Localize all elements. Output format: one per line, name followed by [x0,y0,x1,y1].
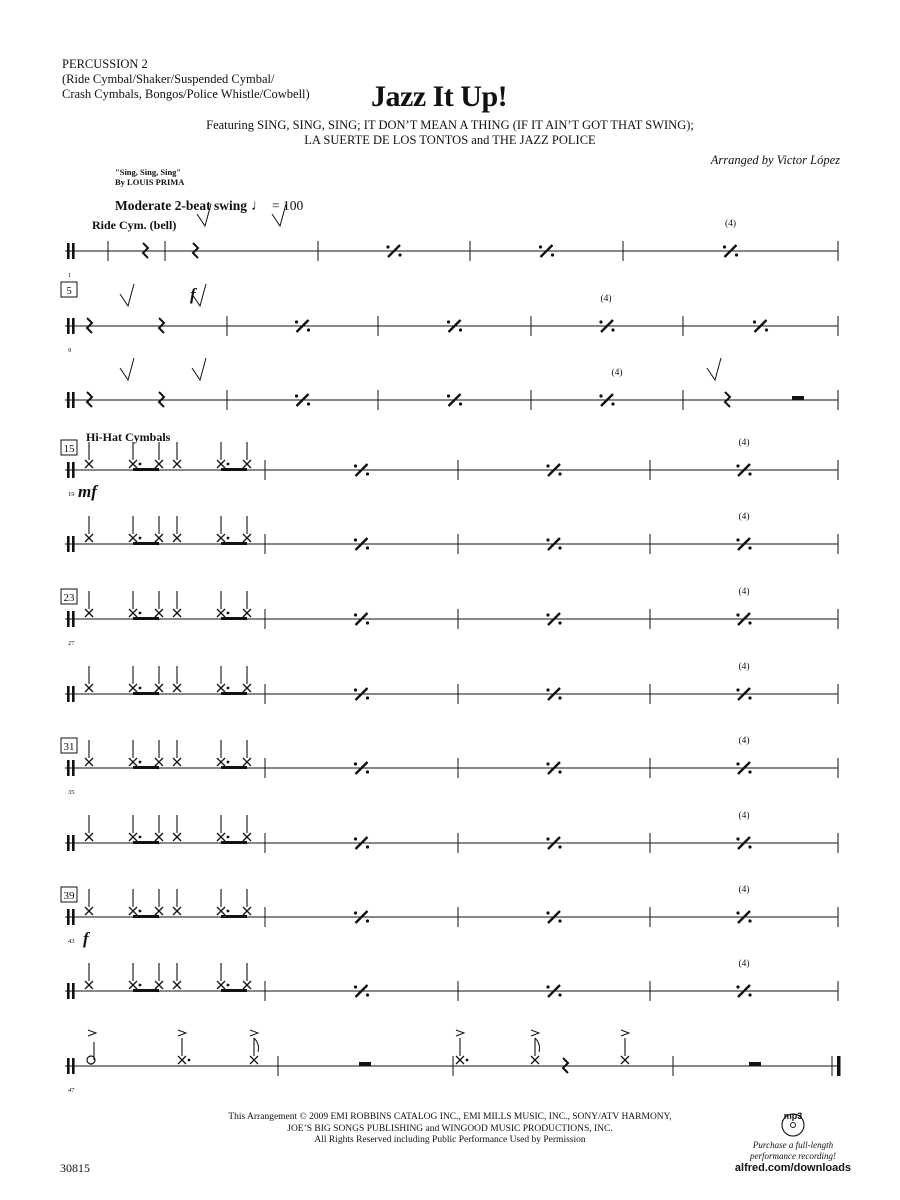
x-notehead [217,758,225,766]
measure-repeat-dot [307,328,310,331]
beam [221,989,247,992]
repeat-count: (4) [738,662,750,672]
measure-repeat-dot [765,328,768,331]
measure-repeat-dot [748,621,751,624]
x-notehead [173,907,181,915]
measure-repeat-dot [558,621,561,624]
x-notehead [173,460,181,468]
beam [221,542,247,545]
measure-repeat-dot [748,770,751,773]
measure-repeat-dot [546,762,549,765]
x-notehead [217,684,225,692]
percussion-clef-bar [72,835,75,851]
x-notehead [85,684,93,692]
x-notehead [155,534,163,542]
measure-repeat-dot [558,696,561,699]
beam [133,915,159,918]
dot [227,612,230,615]
measure-number: 43 [68,938,75,945]
half-rest [749,1062,761,1066]
x-notehead [85,460,93,468]
measure-repeat-dot [546,538,549,541]
x-notehead [250,1056,258,1064]
measure-number: 27 [68,640,75,647]
x-notehead [129,833,137,841]
staff-system [65,534,838,554]
x-notehead [217,534,225,542]
measure-repeat-dot [748,696,751,699]
accent-mark [88,1030,96,1036]
x-notehead [129,460,137,468]
song-composer: By LOUIS PRIMA [115,177,185,187]
staff-system [65,460,838,480]
x-notehead [243,460,251,468]
measure-repeat-dot [354,911,357,914]
x-notehead [173,684,181,692]
percussion-clef-bar [72,318,75,334]
staff-system [65,609,838,629]
measure-repeat-dot [366,770,369,773]
percussion-clef-bar [72,1058,75,1074]
dynamic-marking: f [83,929,89,948]
rehearsal-mark: 5 [66,285,72,297]
percussion-clef-bar [67,611,70,627]
measure-repeat-dot [558,919,561,922]
measure-repeat-dot [354,985,357,988]
dot [227,836,230,839]
percussion-clef-bar [72,462,75,478]
x-notehead [85,907,93,915]
measure-repeat-dot [366,845,369,848]
accent-mark [178,1030,186,1036]
measure-repeat-dot [546,985,549,988]
dot [139,910,142,913]
percussion-clef-bar [67,536,70,552]
beam [133,692,159,695]
measure-number: 1 [68,272,72,279]
measure-repeat-dot [366,472,369,475]
measure-repeat-dot [366,546,369,549]
dot [139,537,142,540]
rehearsal-mark: 15 [63,443,75,455]
x-notehead [85,981,93,989]
beam [221,915,247,918]
repeat-count: (4) [738,512,750,522]
x-notehead [85,758,93,766]
beam [221,468,247,471]
promo-text: performance recording! [749,1151,837,1161]
x-notehead [173,981,181,989]
accent-mark [531,1030,539,1036]
beam [133,542,159,545]
percussion-clef-bar [67,835,70,851]
x-notehead [217,907,225,915]
part-instruments-line: Crash Cymbals, Bongos/Police Whistle/Cowbell) [62,87,310,101]
slash-notehead [120,358,134,380]
percussion-clef-bar [67,686,70,702]
measure-repeat-dot [354,837,357,840]
x-notehead [85,609,93,617]
measure-repeat-dot [539,245,542,248]
beam [133,989,159,992]
part-instruments-line: (Ride Cymbal/Shaker/Suspended Cymbal/ [62,72,275,86]
measure-repeat-dot [558,993,561,996]
rehearsal-mark: 39 [63,890,75,902]
percussion-clef-bar [67,243,70,259]
dot [227,687,230,690]
measure-repeat-dot [735,253,738,256]
x-notehead [217,981,225,989]
measure-repeat-dot [354,688,357,691]
measure-number: 19 [68,491,75,498]
measure-repeat-dot [736,464,739,467]
instrument-label: Ride Cym. (bell) [92,218,177,232]
x-notehead [85,534,93,542]
slash-notehead [707,358,721,380]
measure-repeat-dot [748,919,751,922]
measure-repeat-dot [558,472,561,475]
measure-repeat-dot [546,464,549,467]
staff-system [65,390,838,410]
featuring-line: LA SUERTE DE LOS TONTOS and THE JAZZ POLICE [304,133,596,147]
x-notehead [173,609,181,617]
copyright-line: All Rights Reserved including Public Performance Used by Permission [314,1135,586,1145]
dot [188,1059,191,1062]
x-notehead [243,981,251,989]
rehearsal-mark: 23 [63,592,75,604]
measure-repeat-dot [354,464,357,467]
x-notehead [155,460,163,468]
x-notehead [531,1056,539,1064]
x-notehead [178,1056,186,1064]
dynamic-marking: mf [78,482,97,501]
x-notehead [243,609,251,617]
arranger-credit: Arranged by Victor López [710,153,840,167]
dot [227,761,230,764]
measure-repeat-dot [558,845,561,848]
x-notehead [129,758,137,766]
percussion-clef-bar [72,243,75,259]
measure-repeat-dot [459,402,462,405]
measure-repeat-dot [447,394,450,397]
dot [227,463,230,466]
piece-title: Jazz It Up! [371,80,508,113]
measure-repeat-dot [736,911,739,914]
measure-repeat-dot [748,845,751,848]
measure-repeat-dot [736,985,739,988]
x-notehead [129,981,137,989]
accent-mark [621,1030,629,1036]
repeat-count: (4) [738,811,750,821]
x-notehead [243,684,251,692]
instrument-label: Hi-Hat Cymbals [86,430,171,444]
measure-repeat-dot [295,394,298,397]
dot [139,612,142,615]
x-notehead [129,534,137,542]
x-notehead [621,1056,629,1064]
percussion-clef-bar [72,983,75,999]
measure-number: 47 [68,1087,75,1094]
measure-repeat-dot [447,320,450,323]
percussion-clef-bar [67,760,70,776]
repeat-count: (4) [738,587,750,597]
promo-link[interactable]: alfred.com/downloads [734,1162,852,1174]
x-notehead [155,609,163,617]
staff-system [65,833,838,853]
x-notehead [173,758,181,766]
percussion-clef-bar [67,1058,70,1074]
measure-repeat-dot [354,613,357,616]
x-notehead [129,907,137,915]
percussion-clef-bar [72,536,75,552]
repeat-count: (4) [600,294,612,304]
mp3-promo[interactable] [718,1110,868,1174]
dot [466,1059,469,1062]
percussion-clef-bar [72,760,75,776]
x-notehead [173,534,181,542]
copyright-notice [120,1112,780,1147]
measure-repeat-dot [354,762,357,765]
x-notehead [155,981,163,989]
measure-repeat-dot [611,328,614,331]
measure-repeat-dot [611,402,614,405]
accent-mark [456,1030,464,1036]
measure-repeat-dot [748,472,751,475]
percussion-clef-bar [67,462,70,478]
dot [227,537,230,540]
measure-repeat-dot [723,245,726,248]
quarter-note-icon: ♩ [250,198,266,214]
measure-number: 35 [68,789,75,796]
measure-repeat-dot [307,402,310,405]
half-rest [792,396,804,400]
tempo-value: = 100 [271,198,304,213]
slash-notehead [272,204,286,226]
beam [133,766,159,769]
slash-notehead [192,358,206,380]
song-name: "Sing, Sing, Sing" [115,167,182,177]
featuring-line: SING, SING, SING; IT DON’T MEAN A THING (IF IT AIN’T GOT THAT SWING); [257,118,694,132]
measure-repeat-dot [736,538,739,541]
x-notehead [456,1056,464,1064]
promo-text: Purchase a full-length [752,1140,834,1150]
x-notehead [155,907,163,915]
x-notehead [155,684,163,692]
measure-number: 9 [68,347,72,354]
x-notehead [243,833,251,841]
dynamic-marking: f [190,285,196,304]
dot [139,687,142,690]
measure-repeat-dot [599,394,602,397]
repeat-count: (4) [738,736,750,746]
x-notehead [129,684,137,692]
dot [227,910,230,913]
measure-repeat-dot [558,546,561,549]
copyright-line: JOE’S BIG SONGS PUBLISHING and WINGOOD MUSIC PRODUCTIONS, INC. [287,1123,613,1134]
flag [535,1038,540,1052]
repeat-count: (4) [738,885,750,895]
x-notehead [173,833,181,841]
x-notehead [243,758,251,766]
final-barline [837,1056,841,1076]
measure-repeat-dot [354,538,357,541]
percussion-clef-bar [72,686,75,702]
slash-notehead [120,284,134,306]
x-notehead [243,907,251,915]
dot [139,463,142,466]
percussion-clef-bar [72,611,75,627]
slash-notehead [197,204,211,226]
staff-system [65,758,838,778]
x-notehead [217,609,225,617]
x-notehead [129,609,137,617]
featuring-prefix: Featuring [206,118,258,132]
measure-repeat-dot [366,696,369,699]
measure-repeat-dot [558,770,561,773]
staff-system [65,981,838,1001]
measure-repeat-dot [736,762,739,765]
measure-repeat-dot [551,253,554,256]
staff-system [65,241,838,261]
x-notehead [85,833,93,841]
percussion-clef-bar [72,392,75,408]
mp3-logo-text: mp3 [783,1111,803,1121]
x-notehead [217,833,225,841]
measure-repeat-dot [599,320,602,323]
measure-repeat-dot [736,613,739,616]
beam [133,468,159,471]
measure-repeat-dot [398,253,401,256]
beam [221,692,247,695]
part-name-line: PERCUSSION 2 [62,57,148,71]
beam [221,617,247,620]
measure-repeat-dot [546,688,549,691]
flag [254,1038,259,1052]
beam [221,841,247,844]
dot [139,984,142,987]
staff-system [65,684,838,704]
measure-repeat-dot [736,688,739,691]
repeat-count: (4) [724,219,737,229]
percussion-clef-bar [72,909,75,925]
percussion-clef-bar [67,392,70,408]
measure-repeat-dot [546,911,549,914]
accent-mark [250,1030,258,1036]
beam [133,617,159,620]
beam [133,841,159,844]
percussion-clef-bar [67,318,70,334]
measure-repeat-dot [366,621,369,624]
measure-repeat-dot [736,837,739,840]
measure-repeat-dot [366,919,369,922]
measure-repeat-dot [386,245,389,248]
page-code: 30815 [60,1161,90,1175]
staff-system [65,907,838,927]
repeat-count: (4) [738,959,750,969]
dot [227,984,230,987]
x-notehead [243,534,251,542]
half-rest [359,1062,371,1066]
copyright-line: This Arrangement © 2009 EMI ROBBINS CATALOG INC., EMI MILLS MUSIC, INC., SONY/ATV HARMONY, [228,1112,672,1122]
measure-repeat-dot [546,837,549,840]
x-notehead [155,833,163,841]
measure-repeat-dot [748,993,751,996]
rehearsal-mark: 31 [63,741,75,753]
dot [139,761,142,764]
repeat-count: (4) [611,368,623,378]
measure-repeat-dot [748,546,751,549]
x-notehead [217,460,225,468]
repeat-count: (4) [738,438,750,448]
measure-repeat-dot [753,320,756,323]
mp3-disc-icon [771,1110,815,1138]
beam [221,766,247,769]
tempo-text: Moderate 2-beat swing [115,198,247,213]
measure-repeat-dot [546,613,549,616]
measure-repeat-dot [366,993,369,996]
staff-system [65,316,838,336]
measure-repeat-dot [459,328,462,331]
x-notehead [155,758,163,766]
percussion-clef-bar [67,983,70,999]
dot [139,836,142,839]
measure-repeat-dot [295,320,298,323]
percussion-clef-bar [67,909,70,925]
